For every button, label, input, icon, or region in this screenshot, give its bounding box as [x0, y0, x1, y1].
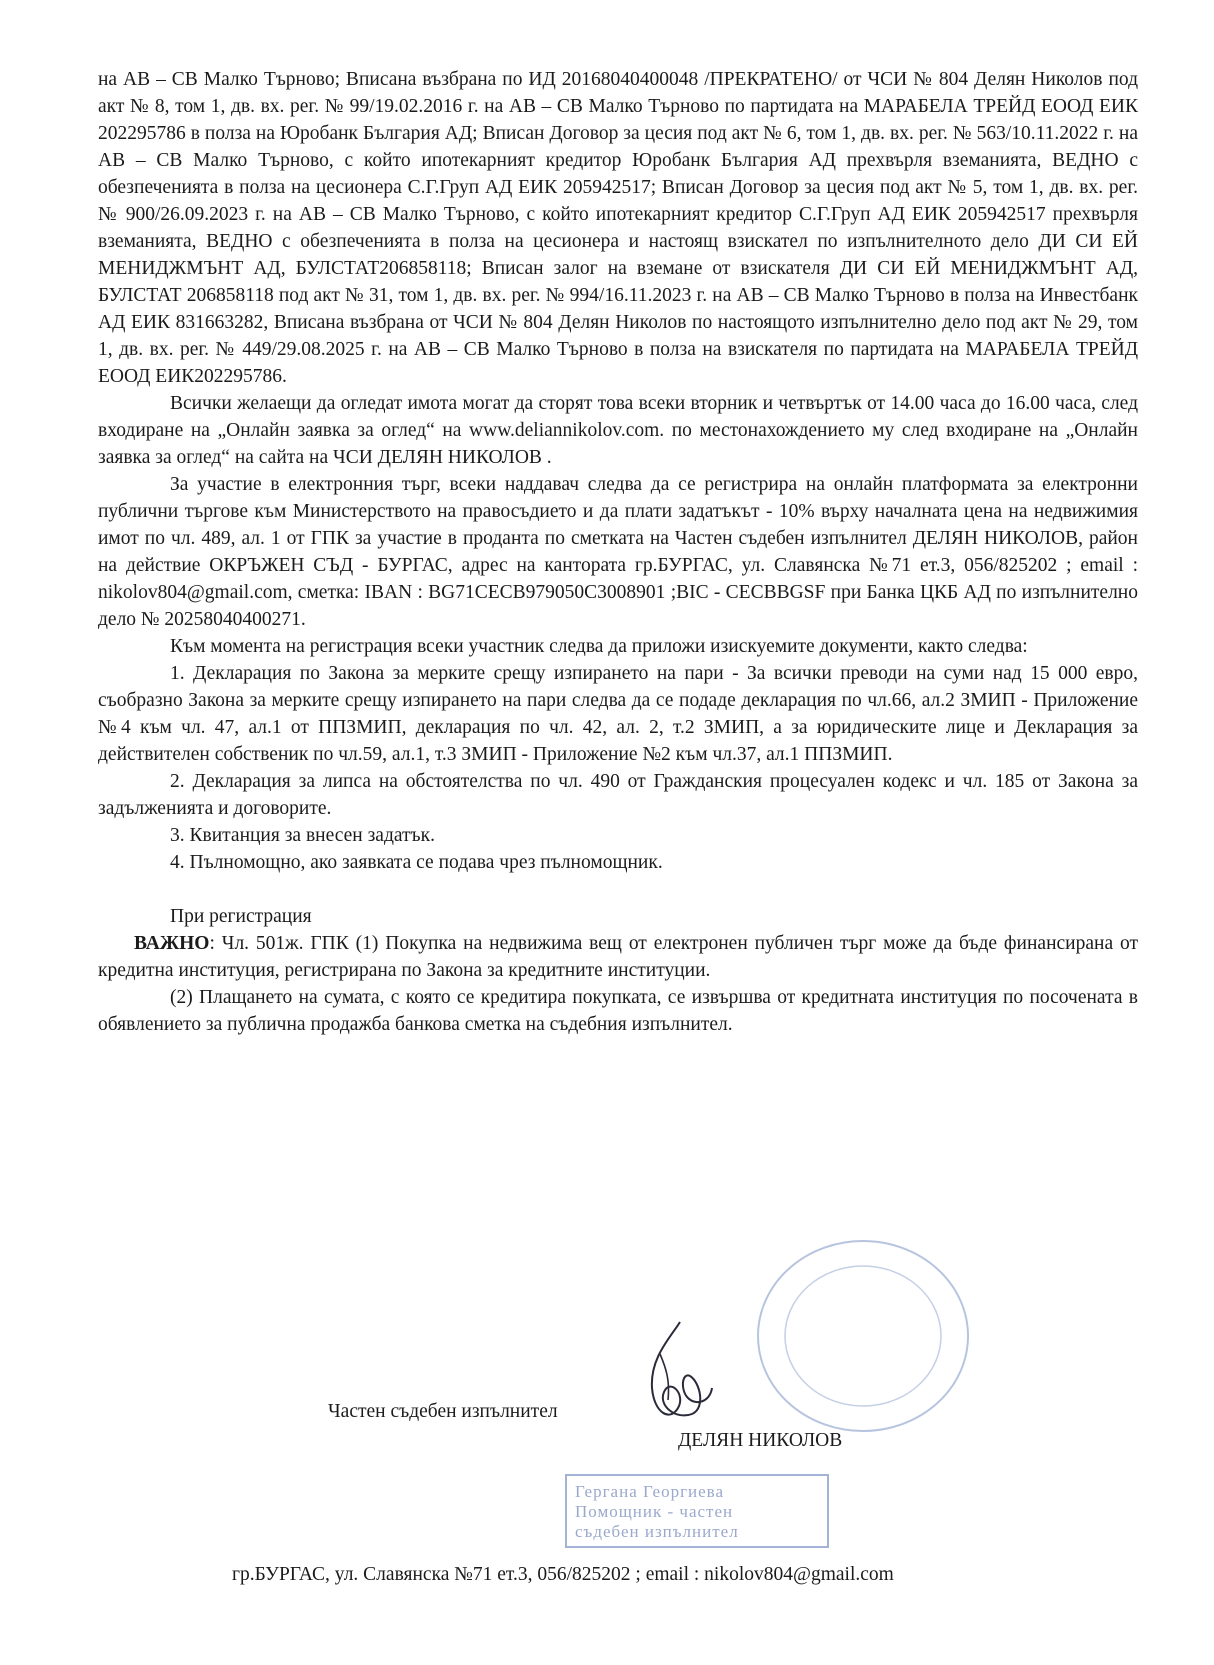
important-label: ВАЖНО — [134, 933, 210, 954]
paragraph-viewing: Всички желаещи да огледат имота могат да сторят това всеки вторник и четвъртък от 14.00 часа до 16.00 часа, след входиране на „Онлайн заявка за оглед“ на www.deliannikolov.com. по местонахождението му след входиране на „Онлайн заявка за оглед“ на сайта на ЧСИ ДЕЛЯН НИКОЛОВ . — [98, 393, 1138, 468]
signature-scribble — [640, 1318, 720, 1428]
registration-note: При регистрация — [170, 906, 312, 927]
list-item: 2. Декларация за липса на обстоятелства по чл. 490 от Гражданския процесуален кодекс и чл. 185 от Закона за задълженията и договорите. — [98, 771, 1138, 819]
paragraph-encumbrances: на АВ – СВ Малко Търново; Вписана възбрана по ИД 20168040400048 /ПРЕКРАТЕНО/ от ЧСИ № 804 Делян Николов под акт № 8, том 1, дв. вх. рег. № 99/19.02.2016 г. на АВ – СВ Малко Търново по партидата на МАРАБЕЛА ТРЕЙД ЕООД ЕИК 202295786 в полза на Юробанк България АД; Вписан Договор за цесия под акт № 6, том 1, дв. вх. рег. № 563/10.11.2022 г. на АВ – СВ Малко Търново, с който ипотекарният кредитор Юробанк България АД прехвърля вземанията, ВЕДНО с обезпеченията в полза на цесионера С.Г.Груп АД ЕИК 205942517; Вписан Договор за цесия под акт № 5, том 1, дв. вх. рег. № 900/26.09.2023 г. на АВ – СВ Малко Търново, с който ипотекарният кредитор С.Г.Груп АД ЕИК 205942517 прехвърля вземанията, ВЕДНО с обезпеченията в полза на цесионера и настоящ взискател по изпълнителното дело ДИ СИ ЕЙ МЕНИДЖМЪНТ АД, БУЛСТАТ206858118; Вписан залог на вземане от взискателя ДИ СИ ЕЙ МЕНИДЖМЪНТ АД, БУЛСТАТ 206858118 под акт № 31, том 1, дв. вх. рег. № 994/16.11.2023 г. на АВ – СВ Малко Търново в полза на Инвестбанк АД ЕИК 831663282, Вписана възбрана от ЧСИ № 804 Делян Николов по настоящото изпълнително дело под акт № 29, том 1, дв. вх. рег. № 449/29.08.2025 г. на АВ – СВ Малко Търново в полза на взискателя по партидата на МАРАБЕЛА ТРЕЙД ЕООД ЕИК202295786. — [98, 69, 1138, 387]
important-paragraph-2: (2) Плащането на сумата, с която се кредитира покупката, се извършва от кредитната институция по посочената в обявлението за публична продажба банкова сметка на съдебния изпълнител. — [98, 987, 1138, 1035]
important-text: : Чл. 501ж. ГПК (1) Покупка на недвижима вещ от електронен публичен търг може да бъде финансирана от кредитна институция, регистрирана по Закона за кредитните институции. — [98, 933, 1138, 981]
stamp-line: Помощник - частен — [575, 1502, 734, 1521]
footer-address: гр.БУРГАС, ул. Славянска №71 ет.3, 056/825202 ; email : nikolov804@gmail.com — [232, 1564, 894, 1585]
assistant-stamp — [565, 1474, 829, 1548]
list-item: 1. Декларация по Закона за мерките срещу изпирането на пари - За всички преводи на суми над 15 000 евро, съобразно Закона за мерките срещу изпирането на пари следва да се подаде декларация по чл.66, ал.2 ЗМИП - Приложение №4 към чл. 47, ал.1 от ППЗМИП, декларация по чл. 42, ал. 2, т.2 ЗМИП, а за юридическите лице и Декларация за действителен собственик по чл.59, ал.1, т.3 ЗМИП - Приложение №2 към чл.37, ал.1 ППЗМИП. — [98, 663, 1138, 765]
list-item: 4. Пълномощно, ако заявката се подава чрез пълномощник. — [170, 852, 663, 873]
paragraph-registration: Към момента на регистрация всеки участник следва да приложи изискуемите документи, както следва: — [170, 636, 1028, 657]
important-paragraph — [98, 930, 1138, 984]
round-stamp — [748, 1236, 978, 1436]
stamp-line: Гергана Георгиева — [575, 1482, 725, 1501]
list-item: 3. Квитанция за внесен задатък. — [170, 825, 435, 846]
paragraph-participation: За участие в електронния търг, всеки наддавач следва да се регистрира на онлайн платформата за електронни публични търгове към Министерството на правосъдието и да плати задатъкът - 10% върху началната цена на недвижимия имот по чл. 489, ал. 1 от ГПК за участие в проданта по сметката на Частен съдебен изпълнител ДЕЛЯН НИКОЛОВ, район на действие ОКРЪЖЕН СЪД - БУРГАС, адрес на кантората гр.БУРГАС, ул. Славянска №71 ет.3, 056/825202 ; email : nikolov804@gmail.com, сметка: IBAN : BG71CECB979050C3008901 ;BIC - CECBBGSF при Банка ЦКБ АД по изпълнително дело № 20258040400271. — [98, 474, 1138, 630]
document-body — [98, 66, 1138, 1038]
signature-name: ДЕЛЯН НИКОЛОВ — [678, 1430, 843, 1451]
signature-title: Частен съдебен изпълнител — [328, 1401, 558, 1422]
spacer — [98, 876, 1138, 903]
stamp-line: съдебен изпълнител — [575, 1522, 739, 1541]
